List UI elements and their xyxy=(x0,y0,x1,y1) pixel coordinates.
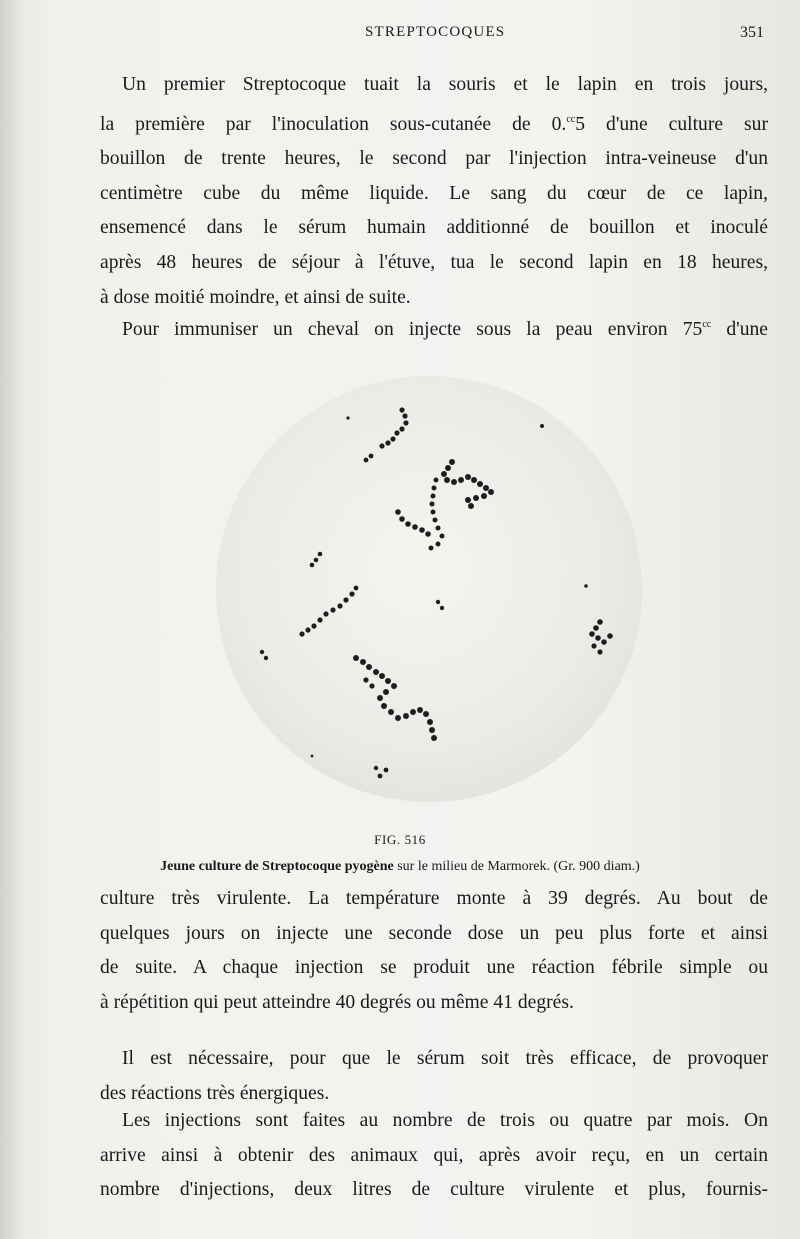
text-line: Pour immuniser un cheval on injecte sous la peau environ $75^{cc}$ d'une xyxy=(122,319,768,340)
text-line: Il est nécessaire, pour que le sérum soit très efficace, de provoquer xyxy=(122,1048,768,1069)
text-line: Un premier Streptocoque tuait la souris et le lapin en trois jours, xyxy=(122,74,768,95)
micrograph-figure xyxy=(216,376,642,802)
text-line: nombre d'injections, deux litres de culture virulente et plus, fournis- xyxy=(100,1179,768,1201)
paragraph-5 xyxy=(100,1104,768,1208)
text-line: arrive ainsi à obtenir des animaux qui, après avoir reçu, en un certain xyxy=(100,1144,768,1166)
figure-caption xyxy=(0,859,800,875)
text-line: quelques jours on injecte une seconde dose un peu plus forte et ainsi xyxy=(100,922,768,944)
figure-label: FIG. 516 xyxy=(374,832,426,847)
text-line: centimètre cube du même liquide. Le sang du cœur de ce lapin, xyxy=(100,182,768,204)
running-title: STREPTOCOQUES xyxy=(365,24,506,40)
text-line: la première par l'inoculation sous-cutanée de 0.$^{cc}$5 d'une culture sur xyxy=(100,113,768,135)
text-line: à dose moitié moindre, et ainsi de suite. xyxy=(100,286,411,308)
text-line: à répétition qui peut atteindre 40 degrés ou même 41 degrés. xyxy=(100,991,574,1013)
paragraph-4 xyxy=(100,1042,768,1111)
text-line: culture très virulente. La température monte à 39 degrés. Au bout de xyxy=(100,888,768,909)
paragraph-2 xyxy=(100,308,768,348)
text-line: après 48 heures de séjour à l'étuve, tua le second lapin en 18 heures, xyxy=(100,251,768,273)
text-line: Les injections sont faites au nombre de trois ou quatre par mois. On xyxy=(122,1110,768,1131)
text-line: de suite. A chaque injection se produit une réaction fébrile simple ou xyxy=(100,957,768,979)
caption-lead: Jeune culture de Streptocoque pyogène xyxy=(160,859,394,874)
paragraph-1 xyxy=(100,68,768,315)
text-line: ensemencé dans le sérum humain additionné de bouillon et inoculé xyxy=(100,217,768,239)
paragraph-3 xyxy=(100,882,768,1020)
text-line: des réactions très énergiques. xyxy=(100,1082,330,1104)
caption-rest: sur le milieu de Marmorek. (Gr. 900 diam.) xyxy=(393,859,640,874)
unit-superscript: cc xyxy=(566,113,576,125)
running-head xyxy=(0,24,800,48)
streptococcus-chains-illustration xyxy=(216,376,642,802)
unit-superscript: cc xyxy=(702,319,712,330)
page-number: 351 xyxy=(740,24,764,41)
text-line: bouillon de trente heures, le second par l'injection intra-veineuse d'un xyxy=(100,148,768,170)
